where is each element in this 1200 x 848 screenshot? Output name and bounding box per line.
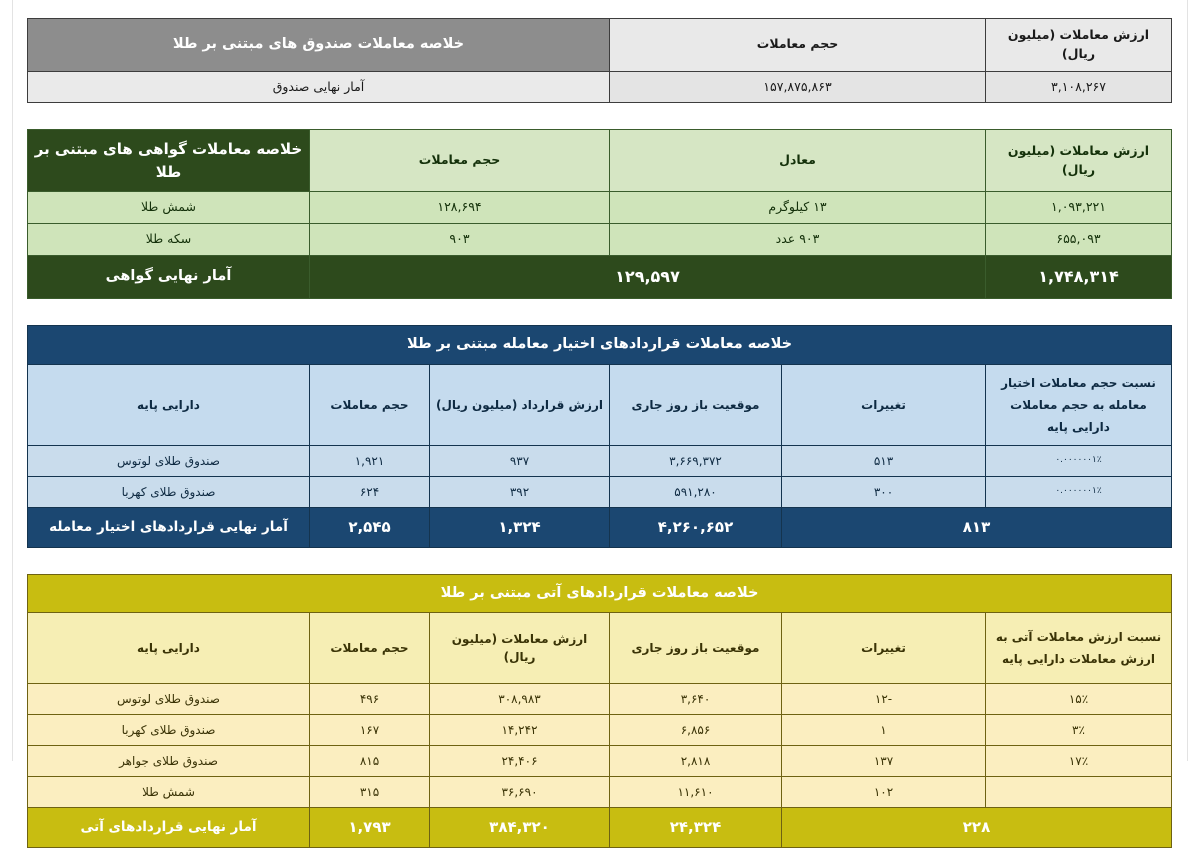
futures-header-changes: تغییرات — [782, 613, 986, 684]
certificates-header-equivalent: معادل — [610, 130, 986, 192]
certificates-row-0-volume: ۱۲۸,۶۹۴ — [309, 192, 609, 224]
options-row-1-volume: ۶۲۴ — [310, 477, 430, 508]
options-row-0-volume: ۱,۹۲۱ — [310, 446, 430, 477]
options-row-0-asset: صندوق طلای لوتوس — [28, 446, 310, 477]
futures-row-2-ratio: ۱۷٪ — [986, 746, 1172, 777]
options-summary-table — [27, 325, 1172, 548]
certificates-total-value: ۱,۷۴۸,۳۱۴ — [986, 255, 1172, 298]
options-table-title: خلاصه معاملات قراردادهای اختیار معامله مبتنی بر طلا — [28, 325, 1172, 364]
futures-row-0-asset: صندوق طلای لوتوس — [28, 684, 310, 715]
futures-total-changes: ۲۲۸ — [782, 808, 1172, 848]
table-title-row — [28, 325, 1172, 364]
futures-row-2-changes: ۱۳۷ — [782, 746, 986, 777]
options-row-1-value: ۳۹۲ — [430, 477, 610, 508]
options-row-0-position: ۳,۶۶۹,۳۷۲ — [610, 446, 782, 477]
futures-header-ratio: نسبت ارزش معاملات آتی به ارزش معاملات دارایی پایه — [986, 613, 1172, 684]
futures-row-2-volume: ۸۱۵ — [310, 746, 430, 777]
certificates-header-value: ارزش معاملات (میلیون ریال) — [986, 130, 1172, 192]
futures-row-1-position: ۶,۸۵۶ — [610, 715, 782, 746]
table-row — [28, 715, 1172, 746]
table-header-row — [27, 19, 1171, 72]
futures-total-label: آمار نهایی قراردادهای آتی — [28, 808, 310, 848]
futures-row-2-asset: صندوق طلای جواهر — [28, 746, 310, 777]
certificates-row-0-equivalent: ۱۳ کیلوگرم — [610, 192, 986, 224]
funds-header-volume: حجم معاملات — [609, 19, 985, 72]
certificates-row-0-asset: شمش طلا — [27, 192, 309, 224]
certificates-total-volume: ۱۲۹,۵۹۷ — [309, 255, 985, 298]
table-row — [28, 446, 1172, 477]
table-row — [28, 684, 1172, 715]
funds-total-value: ۳,۱۰۸,۲۶۷ — [986, 71, 1172, 103]
certificates-summary-table — [27, 129, 1172, 299]
funds-table-title: خلاصه معاملات صندوق های مبتنی بر طلا — [27, 19, 609, 72]
futures-row-3-volume: ۳۱۵ — [310, 777, 430, 808]
options-total-value: ۱,۳۲۴ — [430, 508, 610, 548]
futures-row-0-ratio: ۱۵٪ — [986, 684, 1172, 715]
futures-row-3-ratio — [986, 777, 1172, 808]
futures-row-1-asset: صندوق طلای کهربا — [28, 715, 310, 746]
certificates-row-1-asset: سکه طلا — [27, 224, 309, 256]
futures-row-0-volume: ۴۹۶ — [310, 684, 430, 715]
table-header-row — [27, 130, 1171, 192]
options-row-0-value: ۹۳۷ — [430, 446, 610, 477]
options-header-position: موقعیت باز روز جاری — [610, 364, 782, 446]
futures-table-title: خلاصه معاملات قراردادهای آتی مبتنی بر طلا — [28, 574, 1172, 613]
futures-row-1-value: ۱۴,۲۴۲ — [430, 715, 610, 746]
options-row-0-ratio: ۰.۰۰۰۰۰۰۱٪ — [986, 446, 1172, 477]
futures-header-position: موقعیت باز روز جاری — [610, 613, 782, 684]
options-header-changes: تغییرات — [782, 364, 986, 446]
futures-row-0-value: ۳۰۸,۹۸۳ — [430, 684, 610, 715]
futures-header-volume: حجم معاملات — [310, 613, 430, 684]
options-header-ratio: نسبت حجم معاملات اختیار معامله به حجم معاملات دارایی پایه — [986, 364, 1172, 446]
options-total-position: ۴,۲۶۰,۶۵۲ — [610, 508, 782, 548]
table-title-row — [28, 574, 1172, 613]
certificates-total-label: آمار نهایی گواهی — [27, 255, 309, 298]
options-header-asset: دارایی پایه — [28, 364, 310, 446]
table-total-row — [28, 508, 1172, 548]
funds-summary-table — [27, 18, 1172, 103]
certificates-row-1-value: ۶۵۵,۰۹۳ — [986, 224, 1172, 256]
futures-row-1-ratio: ۳٪ — [986, 715, 1172, 746]
funds-total-label: آمار نهایی صندوق — [27, 71, 609, 103]
table-row — [27, 192, 1171, 224]
certificates-table-title: خلاصه معاملات گواهی های مبتنی بر طلا — [27, 130, 309, 192]
table-row — [28, 746, 1172, 777]
futures-row-0-position: ۳,۶۴۰ — [610, 684, 782, 715]
options-row-1-changes: ۳۰۰ — [782, 477, 986, 508]
table-header-row — [28, 613, 1172, 684]
options-header-volume: حجم معاملات — [310, 364, 430, 446]
options-row-0-changes: ۵۱۳ — [782, 446, 986, 477]
table-row — [28, 477, 1172, 508]
options-header-value: ارزش قرارداد (میلیون ریال) — [430, 364, 610, 446]
futures-row-3-position: ۱۱,۶۱۰ — [610, 777, 782, 808]
futures-row-0-changes: -۱۲ — [782, 684, 986, 715]
futures-row-2-position: ۲,۸۱۸ — [610, 746, 782, 777]
futures-row-3-asset: شمش طلا — [28, 777, 310, 808]
certificates-row-1-volume: ۹۰۳ — [309, 224, 609, 256]
table-total-row — [28, 808, 1172, 848]
certificates-header-volume: حجم معاملات — [309, 130, 609, 192]
futures-summary-table — [27, 574, 1172, 848]
futures-row-3-changes: ۱۰۲ — [782, 777, 986, 808]
options-row-1-position: ۵۹۱,۲۸۰ — [610, 477, 782, 508]
table-row — [27, 224, 1171, 256]
options-row-1-asset: صندوق طلای کهربا — [28, 477, 310, 508]
futures-header-value: ارزش معاملات (میلیون ریال) — [430, 613, 610, 684]
futures-row-2-value: ۲۴,۴۰۶ — [430, 746, 610, 777]
table-header-row — [28, 364, 1172, 446]
table-row — [28, 777, 1172, 808]
futures-total-value: ۳۸۴,۳۲۰ — [430, 808, 610, 848]
funds-header-value: ارزش معاملات (میلیون ریال) — [986, 19, 1172, 72]
certificates-row-1-equivalent: ۹۰۳ عدد — [610, 224, 986, 256]
options-total-changes: ۸۱۳ — [782, 508, 1172, 548]
futures-total-position: ۲۴,۳۲۴ — [610, 808, 782, 848]
funds-total-volume: ۱۵۷,۸۷۵,۸۶۳ — [609, 71, 985, 103]
futures-row-3-value: ۳۶,۶۹۰ — [430, 777, 610, 808]
certificates-row-0-value: ۱,۰۹۳,۲۲۱ — [986, 192, 1172, 224]
options-row-1-ratio: ۰.۰۰۰۰۰۰۱٪ — [986, 477, 1172, 508]
options-total-label: آمار نهایی قراردادهای اختیار معامله — [28, 508, 310, 548]
futures-row-1-changes: ۱ — [782, 715, 986, 746]
futures-total-volume: ۱,۷۹۳ — [310, 808, 430, 848]
table-total-row — [27, 255, 1171, 298]
futures-row-1-volume: ۱۶۷ — [310, 715, 430, 746]
table-row — [27, 71, 1171, 103]
futures-header-asset: دارایی پایه — [28, 613, 310, 684]
options-total-volume: ۲,۵۴۵ — [310, 508, 430, 548]
